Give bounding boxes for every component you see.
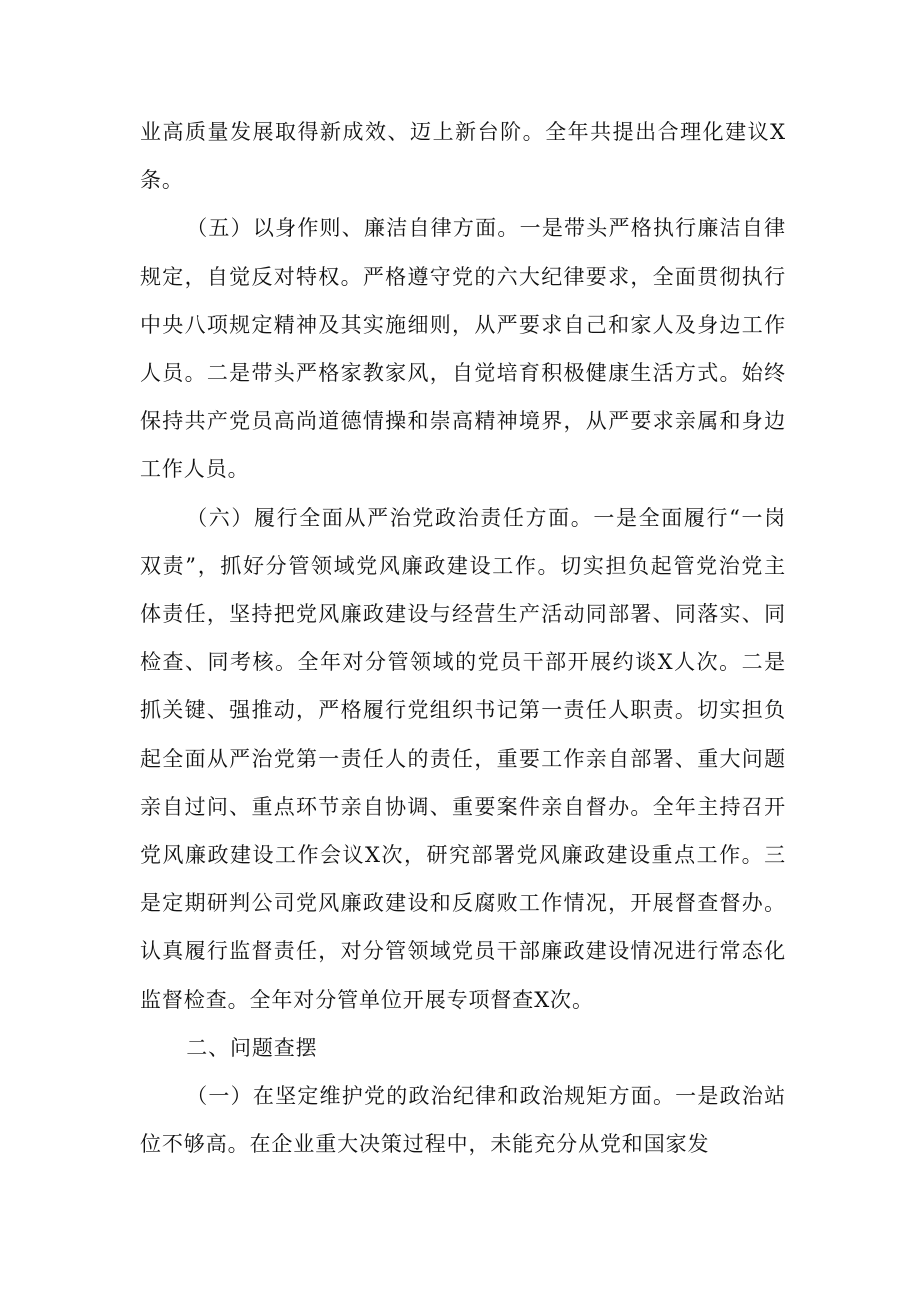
document-page [140,108,786,1168]
paragraph-section-5: （五）以身作则、廉洁自律方面。一是带头严格执行廉洁自律规定，自觉反对特权。严格遵守党的六大纪律要求，全面贯彻执行中央八项规定精神及其实施细则，从严要求自己和家人及身边工作人员。二是带头严格家教家风，自觉培育积极健康生活方式。始终保持共产党员高尚道德情操和崇高精神境界，从严要求亲属和身边工作人员。 [140,216,786,482]
paragraph-problem-1: （一）在坚定维护党的政治纪律和政治规矩方面。一是政治站位不够高。在企业重大决策过程中，未能充分从党和国家发 [140,1084,786,1157]
paragraph-section-6: （六）履行全面从严治党政治责任方面。一是全面履行“一岗双责”，抓好分管领域党风廉政建设工作。切实担负起管党治党主体责任，坚持把党风廉政建设与经营生产活动同部署、同落实、同检查、同考核。全年对分管领域的党员干部开展约谈X人次。二是抓关键、强推动，严格履行党组织书记第一责任人职责。切实担负起全面从严治党第一责任人的责任，重要工作亲自部署、重大问题亲自过问、重点环节亲自协调、重要案件亲自督办。全年主持召开党风廉政建设工作会议X次，研究部署党风廉政建设重点工作。三是定期研判公司党风廉政建设和反腐败工作情况，开展督查督办。认真履行监督责任，对分管领域党员干部廉政建设情况进行常态化监督检查。全年对分管单位开展专项督查X次。 [140,505,786,1012]
paragraph-continuation: 业高质量发展取得新成效、迈上新台阶。全年共提出合理化建议X条。 [140,120,786,193]
section-heading: 二、问题查摆 [186,1035,318,1060]
